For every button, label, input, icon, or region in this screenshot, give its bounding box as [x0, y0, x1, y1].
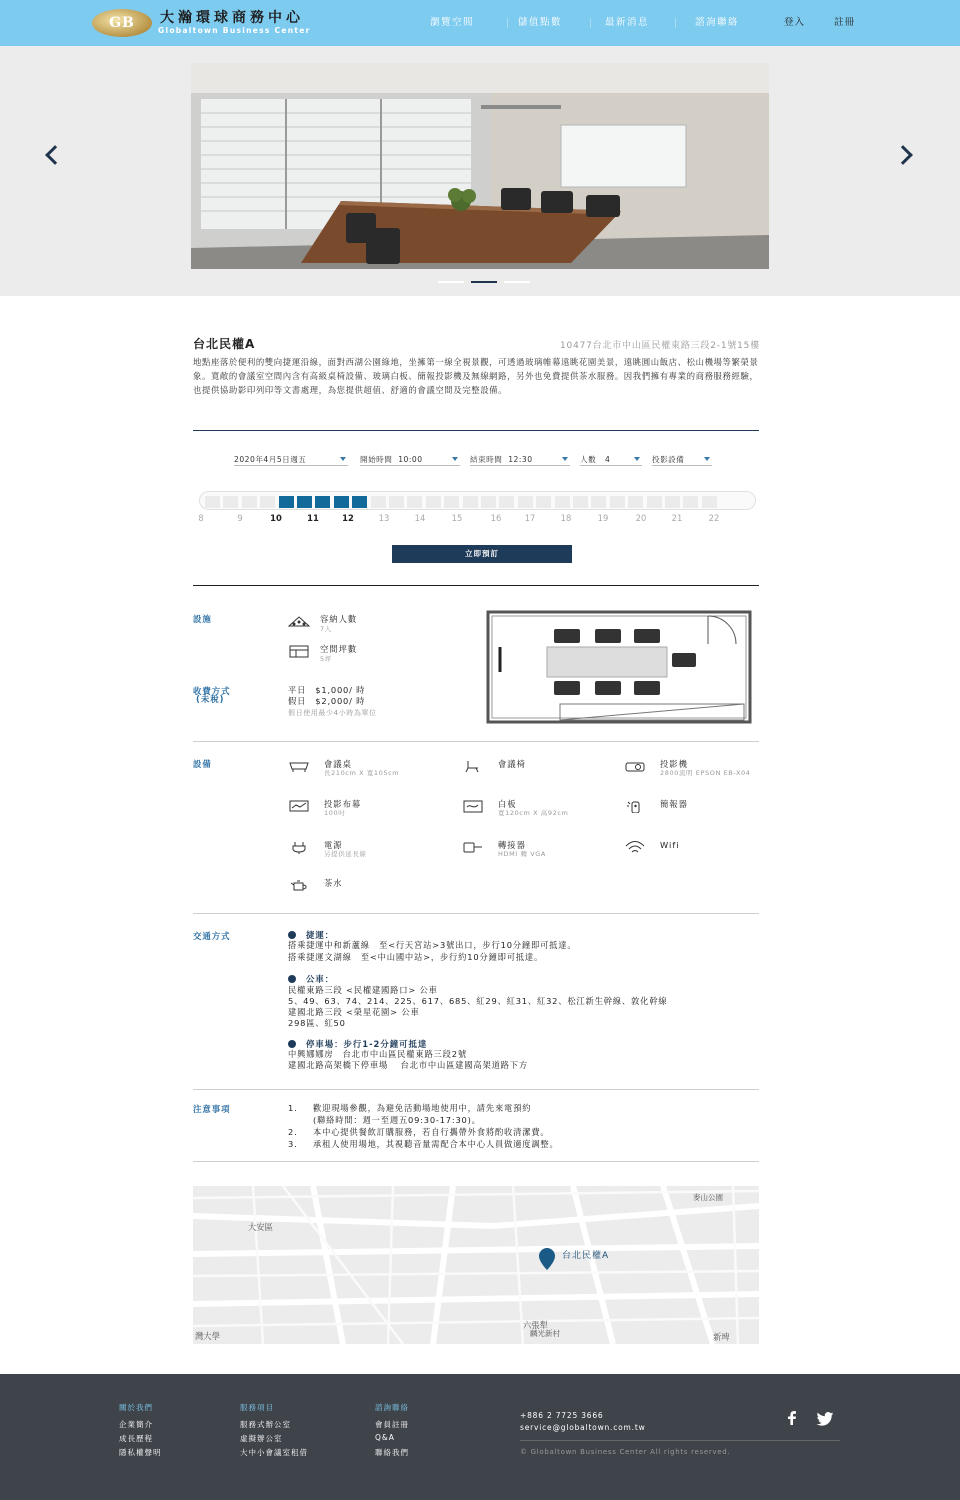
bullet-icon — [288, 1040, 296, 1048]
equipment-label: 電源 — [324, 840, 343, 850]
logo-title[interactable]: 大瀚環球商務中心 — [160, 10, 304, 26]
facebook-icon[interactable] — [786, 1411, 798, 1425]
transport-heading: 交通方式 — [193, 931, 231, 941]
equipment-label: 會議桌 — [324, 759, 352, 769]
footer-link[interactable]: 成長歷程 — [119, 1434, 153, 1443]
area-value: 5坪 — [320, 655, 332, 663]
footer-services-heading: 服務項目 — [240, 1403, 274, 1412]
notice-number: 2. — [288, 1127, 298, 1137]
map-label: 新埤 — [713, 1332, 730, 1342]
hour-label: 20 — [635, 513, 647, 523]
chevron-down-icon — [634, 457, 640, 461]
hour-label: 13 — [378, 513, 390, 523]
equipment-detail: 2800流明 EPSON EB-X04 — [660, 769, 751, 777]
space-title: 台北民權A — [193, 337, 256, 351]
logo-subtitle: Globaltown Business Center — [158, 26, 311, 35]
parking-line-1: 中興娜娜房 台北市中山區民權東路三段2號 — [288, 1049, 467, 1059]
end-time-select[interactable] — [470, 454, 570, 466]
nav-divider — [675, 18, 676, 28]
end-time-value: 12:30 — [508, 455, 533, 464]
nav-news[interactable]: 最新消息 — [605, 17, 650, 28]
time-slot[interactable] — [683, 496, 698, 508]
section-divider — [193, 741, 759, 742]
time-slot[interactable] — [297, 496, 312, 508]
section-divider — [193, 585, 759, 586]
bullet-icon — [288, 975, 296, 983]
map-label: 六張犁 — [523, 1320, 548, 1330]
area-label: 空間坪數 — [320, 644, 358, 654]
notice-text: 本中心提供餐飲訂購服務，若自行攜帶外食將酌收清潔費。 — [313, 1127, 550, 1137]
time-slot[interactable] — [481, 496, 496, 508]
teapot-icon — [288, 878, 310, 892]
bus-line-3: 建國北路三段 <榮星花園> 公車 — [288, 1007, 420, 1017]
hour-label: 14 — [414, 513, 426, 523]
footer-copyright: © Globaltown Business Center All rights reserved. — [520, 1448, 731, 1456]
time-slot[interactable] — [260, 496, 275, 508]
logo-icon[interactable]: GB — [92, 9, 152, 37]
section-divider — [193, 1089, 759, 1090]
footer-link[interactable]: 企業簡介 — [119, 1420, 153, 1429]
mrt-line-2: 搭乘捷運文湖線 至<中山國中站>，步行約10分鐘即可抵達。 — [288, 952, 544, 962]
map-label: 麟光新村 — [530, 1329, 560, 1338]
floor-plan-diagram — [486, 610, 754, 726]
time-slot[interactable] — [315, 496, 330, 508]
time-slot[interactable] — [205, 496, 220, 508]
notice-number: 1. — [288, 1103, 298, 1113]
hour-label: 12 — [342, 513, 354, 523]
notice-text: 承租人使用場地，其視聽音量需配合本中心人員做適度調整。 — [313, 1139, 559, 1149]
chevron-down-icon — [340, 457, 346, 461]
map-pin-label[interactable]: 台北民權A — [562, 1251, 610, 1261]
bullet-icon — [288, 931, 296, 939]
mrt-heading: 捷運： — [306, 930, 335, 940]
people-select[interactable] — [580, 454, 642, 466]
date-select[interactable] — [234, 454, 348, 466]
nav-contact[interactable]: 諮詢聯絡 — [695, 17, 740, 28]
carousel-dot-1[interactable] — [438, 281, 464, 283]
hour-label: 18 — [560, 513, 572, 523]
nav-points[interactable]: 儲值點數 — [518, 17, 563, 28]
footer-divider — [520, 1440, 840, 1441]
time-slot[interactable] — [665, 496, 680, 508]
adapter-icon — [462, 840, 484, 854]
chevron-down-icon — [704, 457, 710, 461]
location-map[interactable] — [193, 1186, 759, 1344]
footer-link[interactable]: 聯絡我們 — [375, 1448, 409, 1457]
space-address: 10477台北市中山區民權東路三段2-1號15樓 — [560, 341, 760, 351]
capacity-icon — [288, 614, 310, 628]
area-icon — [288, 644, 310, 658]
end-time-label: 結束時間 — [470, 455, 503, 464]
footer-link[interactable]: 服務式辦公室 — [240, 1420, 291, 1429]
notice-text: 歡迎現場參觀，為避免活動場地使用中，請先來電預約 — [313, 1103, 532, 1113]
equipment-heading: 設備 — [193, 759, 212, 769]
weekday-price: 平日 $1,000/ 時 — [288, 685, 366, 695]
start-time-label: 開始時間 — [360, 455, 393, 464]
time-slot[interactable] — [242, 496, 257, 508]
footer-about-heading: 關於我們 — [119, 1403, 153, 1412]
footer-email[interactable]: service@globaltown.com.tw — [520, 1423, 646, 1432]
login-link[interactable]: 登入 — [784, 17, 806, 28]
twitter-icon[interactable] — [813, 1412, 837, 1426]
time-slot[interactable] — [647, 496, 662, 508]
carousel-dot-2[interactable] — [471, 281, 497, 283]
equipment-label: Wifi — [660, 840, 680, 850]
wifi-icon — [624, 840, 646, 854]
hour-label: 16 — [490, 513, 502, 523]
equipment-value: 投影設備 — [652, 455, 685, 464]
hour-label: 8 — [198, 513, 204, 523]
hour-label: 9 — [237, 513, 243, 523]
equipment-detail: 寬120cm X 高92cm — [498, 809, 569, 817]
date-value: 2020年4月5日週五 — [234, 455, 307, 464]
time-slot[interactable] — [463, 496, 478, 508]
footer-link[interactable]: 大中小會議室租借 — [240, 1448, 308, 1457]
equipment-label: 投影布幕 — [324, 799, 362, 809]
mrt-line-1: 搭乘捷運中和新蘆線 至<行天宮站>3號出口，步行10分鐘即可抵達。 — [288, 940, 577, 950]
equipment-label: 白板 — [498, 799, 517, 809]
hour-label: 19 — [597, 513, 609, 523]
meeting-room-illustration — [191, 63, 769, 269]
footer-link[interactable]: Q&A — [375, 1433, 395, 1442]
equipment-detail: HDMI 轉 VGA — [498, 850, 546, 858]
parking-heading: 停車場：步行1-2分鐘可抵達 — [306, 1039, 428, 1049]
space-description: 地點座落於便利的雙向捷運沿線，面對西湖公園綠地，坐擁第一線全視景觀，可透過玻璃帷幕遠眺花園美景，遠眺圓山飯店、松山機場等繁榮景象。寬敞的會議室空間內含有高級桌椅設備、玻璃白板、簡報投影機及無線網路，另外也免費提供茶水服務。因我們擁有專業的商務服務經驗，也提供協助影印列印等文書處理，為您提供超值、舒適的會議空間及完整設備。 — [193, 357, 759, 395]
time-slot[interactable] — [407, 496, 422, 508]
facility-heading: 設施 — [193, 614, 212, 624]
notice-number: 3. — [288, 1139, 298, 1149]
start-time-select[interactable] — [360, 454, 460, 466]
section-divider — [193, 1161, 759, 1162]
bus-line-2: 5、49、63、74、214、225、617、685、紅29、紅31、紅32、松江新生幹線、敦化幹線 — [288, 996, 668, 1006]
section-divider — [193, 430, 759, 431]
time-slot[interactable] — [591, 496, 606, 508]
footer-link[interactable]: 隱私權聲明 — [119, 1448, 162, 1457]
pricing-note: (未稅) — [196, 694, 225, 704]
equipment-label: 簡報器 — [660, 799, 688, 809]
register-link[interactable]: 註冊 — [834, 17, 856, 28]
time-slot[interactable] — [334, 496, 349, 508]
meeting-room-photo — [191, 63, 769, 269]
footer-phone[interactable]: +886 2 7725 3666 — [520, 1411, 604, 1420]
time-slot[interactable] — [610, 496, 625, 508]
time-slot[interactable] — [371, 496, 386, 508]
time-slot[interactable] — [389, 496, 404, 508]
whiteboard-icon — [462, 799, 484, 813]
bus-line-4: 298區、紅50 — [288, 1018, 346, 1028]
time-slot[interactable] — [628, 496, 643, 508]
book-now-button[interactable]: 立即預訂 — [392, 545, 572, 563]
carousel-dot-3[interactable] — [504, 281, 530, 283]
equipment-detail: 100吋 — [324, 809, 346, 817]
desk-icon — [288, 759, 310, 773]
nav-divider — [590, 18, 591, 28]
hour-label: 11 — [307, 513, 319, 523]
capacity-label: 容納人數 — [320, 614, 358, 624]
map-roads — [193, 1186, 759, 1344]
start-time-value: 10:00 — [398, 455, 423, 464]
notice-text: (聯絡時間：週一至週五09:30-17:30)。 — [313, 1115, 481, 1125]
nav-browse-space[interactable]: 瀏覽空間 — [430, 17, 475, 28]
bus-heading: 公車： — [306, 974, 335, 984]
equipment-label: 茶水 — [324, 878, 343, 888]
presenter-icon — [624, 799, 646, 813]
projector-icon — [624, 759, 646, 773]
hour-label: 21 — [671, 513, 683, 523]
nav-divider — [507, 18, 508, 28]
map-label: 灣大學 — [195, 1331, 220, 1341]
capacity-value: 7人 — [320, 625, 332, 633]
bus-line-1: 民權東路三段 <民權建國路口> 公車 — [288, 985, 438, 995]
notice-heading: 注意事項 — [193, 1104, 231, 1114]
hour-label: 10 — [270, 513, 282, 523]
chair-icon — [462, 759, 484, 773]
chevron-down-icon — [452, 457, 458, 461]
time-slot[interactable] — [499, 496, 514, 508]
time-slot[interactable] — [573, 496, 588, 508]
time-slot[interactable] — [702, 496, 717, 508]
section-divider — [193, 913, 759, 914]
power-icon — [288, 840, 310, 854]
time-slot[interactable] — [555, 496, 570, 508]
chevron-down-icon — [562, 457, 568, 461]
hour-label: 17 — [524, 513, 536, 523]
hour-label: 15 — [451, 513, 463, 523]
parking-line-2: 建國北路高架橋下停車場 台北市中山區建國高架道路下方 — [288, 1060, 528, 1070]
holiday-price: 假日 $2,000/ 時 — [288, 696, 366, 706]
screen-icon — [288, 799, 310, 813]
equipment-label: 會議椅 — [498, 759, 526, 769]
people-value: 4 — [604, 455, 611, 464]
people-label: 人數 — [580, 455, 597, 464]
time-slot[interactable] — [518, 496, 533, 508]
footer-link[interactable]: 虛擬辦公室 — [240, 1434, 283, 1443]
equipment-select[interactable] — [652, 454, 712, 466]
time-slot[interactable] — [536, 496, 551, 508]
time-slot[interactable] — [444, 496, 459, 508]
map-label: 大安區 — [248, 1222, 273, 1232]
footer-contact-heading: 諮詢聯絡 — [375, 1403, 409, 1412]
map-label: 麥山公園 — [693, 1193, 723, 1202]
equipment-label: 轉接器 — [498, 840, 526, 850]
pricing-heading: 收費方式 — [193, 686, 231, 696]
time-slot[interactable] — [426, 496, 441, 508]
time-slot[interactable] — [223, 496, 238, 508]
time-slot[interactable] — [279, 496, 294, 508]
equipment-detail: 長210cm X 寬105cm — [324, 769, 400, 777]
footer-link[interactable]: 會員註冊 — [375, 1420, 409, 1429]
time-slot[interactable] — [352, 496, 367, 508]
equipment-detail: 另提供延長線 — [324, 850, 367, 858]
pricing-minimum-note: 假日使用最少4小時為單位 — [288, 709, 377, 717]
hour-label: 22 — [708, 513, 720, 523]
equipment-label: 投影機 — [660, 759, 688, 769]
